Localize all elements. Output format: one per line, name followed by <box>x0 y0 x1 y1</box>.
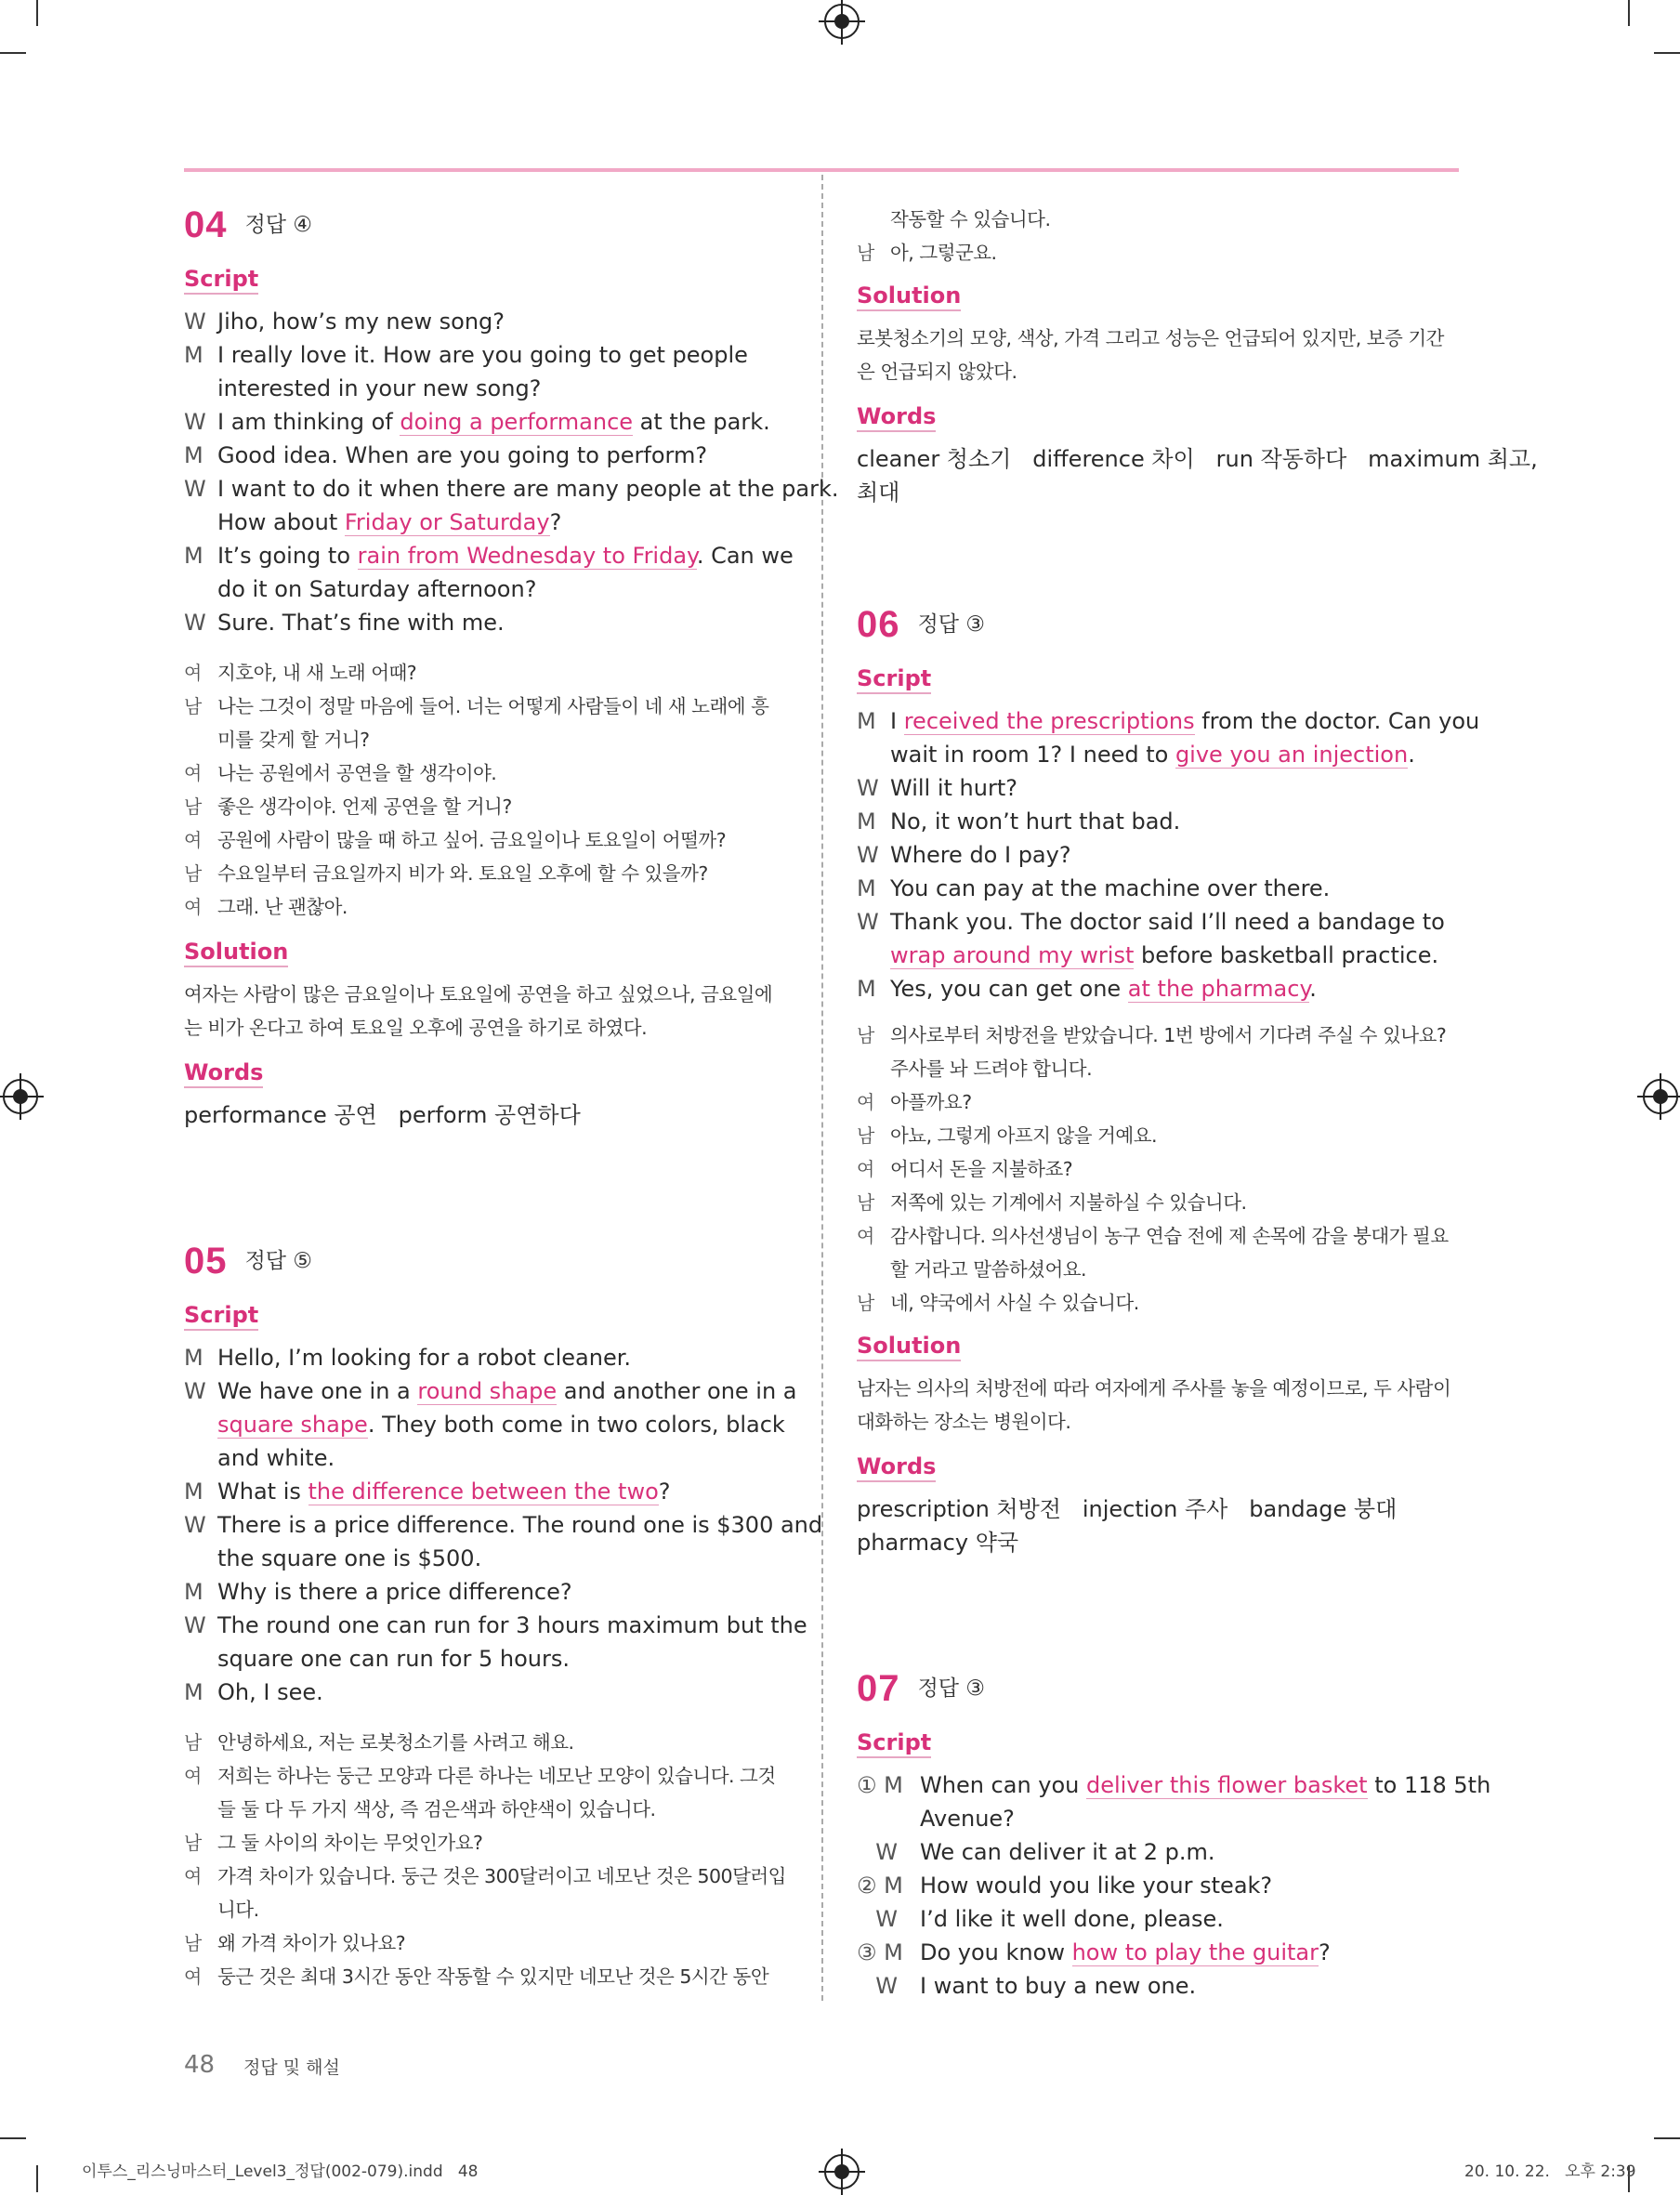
script-line <box>857 1835 1461 1869</box>
solution-line: 은 언급되지 않았다. <box>857 361 1017 383</box>
script-text: wait in room 1? I need to <box>890 742 1175 768</box>
script-line <box>184 405 788 439</box>
script-line <box>857 972 1461 1005</box>
translation-text: 미를 갖게 할 거니? <box>217 729 370 751</box>
highlighted-answer: the difference between the two <box>308 1479 659 1505</box>
solution-heading: Solution <box>857 1333 961 1361</box>
translation-line <box>184 1793 788 1826</box>
script-line <box>184 305 788 338</box>
speaker-label: M <box>184 1345 203 1371</box>
script-text: Do you know <box>920 1939 1072 1965</box>
script-text: do it on Saturday afternoon? <box>217 576 537 602</box>
script-text: No, it won’t hurt that bad. <box>890 808 1181 835</box>
translation-text: 아플까요? <box>890 1091 972 1113</box>
speaker-label: W <box>184 1512 206 1538</box>
translation-text: 아뇨, 그렇게 아프지 않을 거예요. <box>890 1124 1158 1147</box>
question-number: 05 <box>184 1241 228 1282</box>
script-text: I want to do it when there are many people at the park. <box>217 476 839 502</box>
highlighted-answer: round shape <box>417 1378 558 1404</box>
words-line: prescription 처방전 injection 주사 bandage 붕대 <box>857 1496 1398 1522</box>
speaker-label: W <box>875 1906 898 1932</box>
translation-line <box>857 1019 1461 1052</box>
speaker-label: W <box>184 409 206 435</box>
solution-line: 여자는 사람이 많은 금요일이나 토요일에 공연을 하고 싶었으나, 금요일에 <box>184 983 773 1005</box>
translation-line <box>184 1960 788 1993</box>
highlighted-answer: received the prescriptions <box>903 708 1195 734</box>
speaker-label: 남 <box>857 1191 874 1214</box>
registration-mark-icon <box>3 1079 38 1114</box>
question-07 <box>857 1668 1491 2003</box>
speaker-label: W <box>184 610 206 636</box>
script-text: When can you <box>920 1772 1087 1798</box>
translation-text: 저쪽에 있는 기계에서 지불하실 수 있습니다. <box>890 1191 1247 1214</box>
speaker-label: M <box>184 342 203 368</box>
words-heading: Words <box>857 1453 936 1482</box>
script-line <box>184 1642 788 1676</box>
script-text: We have one in a <box>217 1378 418 1404</box>
highlighted-answer: rain from Wednesday to Friday <box>357 543 697 569</box>
script-body <box>184 305 839 639</box>
script-text: . <box>1408 742 1415 768</box>
script-text: It’s going to <box>217 543 358 569</box>
script-text: How would you like your steak? <box>920 1873 1273 1899</box>
solution-line: 대화하는 장소는 병원이다. <box>857 1411 1071 1433</box>
question-number: 07 <box>857 1668 900 1709</box>
speaker-label: W <box>875 1973 898 1999</box>
solution-heading: Solution <box>857 283 961 311</box>
speaker-label: 남 <box>184 1832 202 1854</box>
translation-line <box>857 1152 1461 1186</box>
crop-mark <box>0 52 26 54</box>
script-text: You can pay at the machine over there. <box>890 875 1331 901</box>
script-heading: Script <box>184 1302 258 1331</box>
translation-line <box>857 1052 1461 1085</box>
script-line <box>184 1542 788 1575</box>
script-line <box>184 606 788 639</box>
script-line <box>184 439 788 472</box>
answer-label: 정답 ③ <box>917 1676 985 1701</box>
speaker-label: 남 <box>857 1024 874 1046</box>
question-04 <box>184 204 839 1132</box>
translation-line <box>184 690 788 723</box>
translation-line <box>184 1893 788 1926</box>
translation-text: 그 둘 사이의 차이는 무엇인가요? <box>217 1832 483 1854</box>
crop-mark <box>36 0 38 26</box>
highlighted-answer: square shape <box>217 1412 368 1438</box>
answer-label: 정답 ③ <box>917 612 985 637</box>
script-line <box>857 1869 1461 1902</box>
translation-line <box>184 1860 788 1893</box>
script-heading: Script <box>184 266 258 295</box>
speaker-label: W <box>184 309 206 335</box>
slug-filename: 이투스_리스닝마스터_Level3_정답(002-079).indd 48 <box>82 2162 479 2181</box>
translation-line <box>184 890 788 924</box>
translation-text: 왜 가격 차이가 있나요? <box>217 1932 406 1954</box>
script-text: from the doctor. Can you <box>1194 708 1480 734</box>
speaker-label: 남 <box>857 242 874 264</box>
speaker-label: M <box>857 875 876 901</box>
question-number: 06 <box>857 604 900 645</box>
script-text: What is <box>217 1479 308 1505</box>
highlighted-answer: give you an injection <box>1175 742 1409 768</box>
speaker-label: M <box>184 442 203 468</box>
speaker-label: 여 <box>857 1158 874 1180</box>
highlighted-answer: how to play the guitar <box>1071 1939 1319 1965</box>
translation-line <box>184 756 788 790</box>
speaker-label: 여 <box>184 1865 202 1887</box>
translation-line <box>857 1253 1461 1286</box>
translation-text: 작동할 수 있습니다. <box>890 208 1051 230</box>
speaker-label: 남 <box>184 1731 202 1754</box>
translation-text: 어디서 돈을 지불하죠? <box>890 1158 1073 1180</box>
script-line <box>184 472 839 506</box>
translation-text: 주사를 놔 드려야 합니다. <box>890 1058 1093 1080</box>
question-05-continued <box>857 203 1538 509</box>
question-header <box>857 604 1461 656</box>
script-line <box>184 1575 788 1609</box>
speaker-label: M <box>857 976 876 1002</box>
highlighted-answer: doing a performance <box>400 409 634 435</box>
script-text: I’d like it well done, please. <box>920 1906 1224 1932</box>
words-line: pharmacy 약국 <box>857 1530 1019 1556</box>
speaker-label: M <box>857 808 876 835</box>
translation-line <box>857 203 1461 236</box>
script-text: . They both come in two colors, black <box>367 1412 785 1438</box>
script-line <box>184 506 788 539</box>
speaker-label: ② M <box>857 1873 903 1899</box>
script-line <box>184 1408 788 1441</box>
script-heading: Script <box>857 1729 931 1758</box>
question-header <box>857 1668 1461 1720</box>
script-text: to 118 5th <box>1367 1772 1491 1798</box>
solution-line: 는 비가 온다고 하여 토요일 오후에 공연을 하기로 하였다. <box>184 1017 648 1039</box>
translation-text: 지호야, 내 새 노래 어때? <box>217 662 417 684</box>
script-text: and white. <box>217 1445 335 1471</box>
top-rule <box>184 168 1459 172</box>
translation-text: 감사합니다. 의사선생님이 농구 연습 전에 제 손목에 감을 붕대가 필요 <box>890 1225 1449 1247</box>
translation-line <box>184 1759 788 1793</box>
crop-mark <box>1628 0 1630 26</box>
speaker-label: 여 <box>184 762 202 784</box>
words-line: cleaner 청소기 difference 차이 run 작동하다 maximum 최고, <box>857 446 1538 472</box>
speaker-label: 여 <box>857 1091 874 1113</box>
speaker-label: 남 <box>857 1292 874 1314</box>
translation-line <box>184 1826 788 1860</box>
translation-text: 아, 그렇군요. <box>890 242 997 264</box>
script-text: The round one can run for 3 hours maximum but the <box>217 1612 807 1638</box>
translation-line <box>857 1286 1461 1320</box>
korean-translation <box>184 1726 788 1993</box>
speaker-label: M <box>857 708 876 734</box>
script-line <box>184 1609 807 1642</box>
translation-text: 그래. 난 괜찮아. <box>217 896 348 918</box>
script-text: Avenue? <box>920 1806 1015 1832</box>
translation-text: 네, 약국에서 사실 수 있습니다. <box>890 1292 1139 1314</box>
speaker-label: 여 <box>184 1765 202 1787</box>
words-line: 최대 <box>857 480 900 506</box>
script-text: Jiho, how’s my new song? <box>217 309 505 335</box>
registration-mark-icon <box>1643 1079 1678 1114</box>
script-text: Will it hurt? <box>890 775 1017 801</box>
korean-translation <box>184 656 788 924</box>
words-heading: Words <box>184 1059 263 1088</box>
solution-line: 남자는 의사의 처방전에 따라 여자에게 주사를 놓을 예정이므로, 두 사람이 <box>857 1377 1451 1400</box>
column-divider <box>821 175 823 2001</box>
script-body <box>857 704 1480 1005</box>
speaker-label: M <box>184 1679 203 1705</box>
registration-mark-icon <box>824 4 860 39</box>
script-text: . Can we <box>696 543 794 569</box>
crop-mark <box>0 2137 26 2139</box>
translation-line <box>184 823 788 857</box>
translation-line <box>857 1119 1461 1152</box>
script-line <box>184 372 788 405</box>
speaker-label: W <box>857 909 879 935</box>
speaker-label: 여 <box>184 662 202 684</box>
script-line <box>184 1341 788 1374</box>
script-text: Yes, you can get one <box>890 976 1128 1002</box>
script-text: ? <box>1319 1939 1331 1965</box>
script-line <box>184 1374 797 1408</box>
script-line <box>857 905 1461 939</box>
speaker-label: 남 <box>184 1932 202 1954</box>
translation-text: 들 둘 다 두 가지 색상, 즉 검은색과 하얀색이 있습니다. <box>217 1798 656 1820</box>
question-06 <box>857 604 1480 1559</box>
script-heading: Script <box>857 665 931 694</box>
crop-mark <box>1654 2137 1680 2139</box>
script-text: Thank you. The doctor said I’ll need a bandage to <box>890 909 1445 935</box>
highlighted-answer: wrap around my wrist <box>890 942 1135 968</box>
korean-translation <box>857 203 1461 269</box>
translation-text: 수요일부터 금요일까지 비가 와. 토요일 오후에 할 수 있을까? <box>217 862 708 885</box>
speaker-label: W <box>875 1839 898 1865</box>
script-text: Sure. That’s fine with me. <box>217 610 505 636</box>
script-text: square one can run for 5 hours. <box>217 1646 570 1672</box>
translation-line <box>184 656 788 690</box>
script-line <box>857 1802 1461 1835</box>
script-line <box>857 1768 1491 1802</box>
translation-text: 나는 그것이 정말 마음에 들어. 너는 어떻게 사람들이 네 새 노래에 흥 <box>217 695 769 717</box>
translation-line <box>184 1726 788 1759</box>
speaker-label: W <box>184 476 206 502</box>
script-text: interested in your new song? <box>217 375 542 401</box>
script-line <box>857 872 1461 905</box>
translation-line <box>857 236 1461 269</box>
registration-mark-icon <box>824 2154 860 2189</box>
script-text: before basketball practice. <box>1134 942 1439 968</box>
script-line <box>857 838 1461 872</box>
speaker-label: 여 <box>857 1225 874 1247</box>
translation-line <box>857 1085 1461 1119</box>
script-text: Why is there a price difference? <box>217 1579 572 1605</box>
speaker-label: 남 <box>184 795 202 818</box>
words-line: performance 공연 perform 공연하다 <box>184 1102 581 1128</box>
speaker-label: M <box>184 1479 203 1505</box>
solution-heading: Solution <box>184 939 288 967</box>
script-line <box>184 572 788 606</box>
script-body <box>184 1341 823 1709</box>
script-line <box>184 1508 823 1542</box>
translation-line <box>184 857 788 890</box>
script-line <box>184 1475 788 1508</box>
script-line <box>857 1902 1461 1936</box>
script-text: the square one is $500. <box>217 1545 482 1571</box>
answer-label: 정답 ⑤ <box>244 1249 312 1273</box>
speaker-label: M <box>184 543 203 569</box>
speaker-label: 여 <box>184 829 202 851</box>
speaker-label: ③ M <box>857 1939 903 1965</box>
script-text: We can deliver it at 2 p.m. <box>920 1839 1215 1865</box>
script-text: Oh, I see. <box>217 1679 323 1705</box>
translation-text: 나는 공원에서 공연을 할 생각이야. <box>217 762 497 784</box>
translation-text: 공원에 사람이 많을 때 하고 싶어. 금요일이나 토요일이 어떨까? <box>217 829 727 851</box>
script-text: I want to buy a new one. <box>920 1973 1197 1999</box>
translation-line <box>184 1926 788 1960</box>
script-line <box>184 338 788 372</box>
translation-text: 니다. <box>217 1899 259 1921</box>
script-body <box>857 1768 1491 2003</box>
script-line <box>857 771 1461 805</box>
script-text: There is a price difference. The round one is $300 and <box>217 1512 823 1538</box>
speaker-label: M <box>184 1579 203 1605</box>
script-text: I <box>890 708 904 734</box>
script-text: at the park. <box>633 409 770 435</box>
script-text: and another one in a <box>557 1378 797 1404</box>
script-line <box>857 1969 1461 2003</box>
speaker-label: 남 <box>857 1124 874 1147</box>
script-text: I really love it. How are you going to get people <box>217 342 748 368</box>
translation-text: 저희는 하나는 둥근 모양과 다른 하나는 네모난 모양이 있습니다. 그것 <box>217 1765 776 1787</box>
speaker-label: W <box>184 1378 206 1404</box>
speaker-label: W <box>184 1612 206 1638</box>
highlighted-answer: at the pharmacy <box>1127 976 1310 1002</box>
translation-line <box>857 1219 1461 1253</box>
question-header <box>184 204 788 256</box>
translation-text: 가격 차이가 있습니다. 둥근 것은 300달러이고 네모난 것은 500달러입 <box>217 1865 786 1887</box>
script-text: How about <box>217 509 345 535</box>
speaker-label: W <box>857 842 879 868</box>
words-heading: Words <box>857 403 936 432</box>
question-number: 04 <box>184 204 228 245</box>
highlighted-answer: Friday or Saturday <box>344 509 550 535</box>
translation-text: 할 거라고 말씀하셨어요. <box>890 1258 1087 1281</box>
speaker-label: 여 <box>184 1965 202 1988</box>
translation-text: 의사로부터 처방전을 받았습니다. 1번 방에서 기다려 주실 수 있나요? <box>890 1024 1447 1046</box>
speaker-label: 남 <box>184 695 202 717</box>
question-header <box>184 1241 788 1293</box>
translation-text: 안녕하세요, 저는 로봇청소기를 사려고 해요. <box>217 1731 574 1754</box>
answer-label: 정답 ④ <box>244 213 312 237</box>
translation-text: 좋은 생각이야. 언제 공연을 할 거니? <box>217 795 512 818</box>
footer-label: 정답 및 해설 <box>243 2057 340 2078</box>
script-text: ? <box>549 509 562 535</box>
crop-mark <box>36 2165 38 2192</box>
translation-text: 둥근 것은 최대 3시간 동안 작동할 수 있지만 네모난 것은 5시간 동안 <box>217 1965 769 1988</box>
speaker-label: 남 <box>184 862 202 885</box>
crop-mark <box>1654 52 1680 54</box>
script-line <box>184 539 794 572</box>
script-text: ? <box>658 1479 671 1505</box>
speaker-label: W <box>857 775 879 801</box>
script-text: I am thinking of <box>217 409 400 435</box>
script-line <box>857 805 1461 838</box>
page-number: 48 <box>184 2051 216 2079</box>
script-text: Where do I pay? <box>890 842 1071 868</box>
speaker-label: ① M <box>857 1772 903 1798</box>
solution-line: 로봇청소기의 모양, 색상, 가격 그리고 성능은 언급되어 있지만, 보증 기간 <box>857 327 1444 349</box>
script-line <box>184 1676 788 1709</box>
slug-date: 20. 10. 22. 오후 2:39 <box>1464 2162 1636 2181</box>
speaker-label: 여 <box>184 896 202 918</box>
question-05 <box>184 1241 823 1993</box>
script-line <box>857 1936 1461 1969</box>
korean-translation <box>857 1019 1461 1320</box>
script-text: . <box>1309 976 1317 1002</box>
translation-line <box>857 1186 1461 1219</box>
script-line <box>857 939 1461 972</box>
highlighted-answer: deliver this flower basket <box>1086 1772 1368 1798</box>
translation-line <box>184 723 788 756</box>
script-text: Hello, I’m looking for a robot cleaner. <box>217 1345 632 1371</box>
script-line <box>184 1441 788 1475</box>
script-text: Good idea. When are you going to perform? <box>217 442 708 468</box>
script-line <box>857 704 1480 738</box>
translation-line <box>184 790 788 823</box>
script-line <box>857 738 1461 771</box>
